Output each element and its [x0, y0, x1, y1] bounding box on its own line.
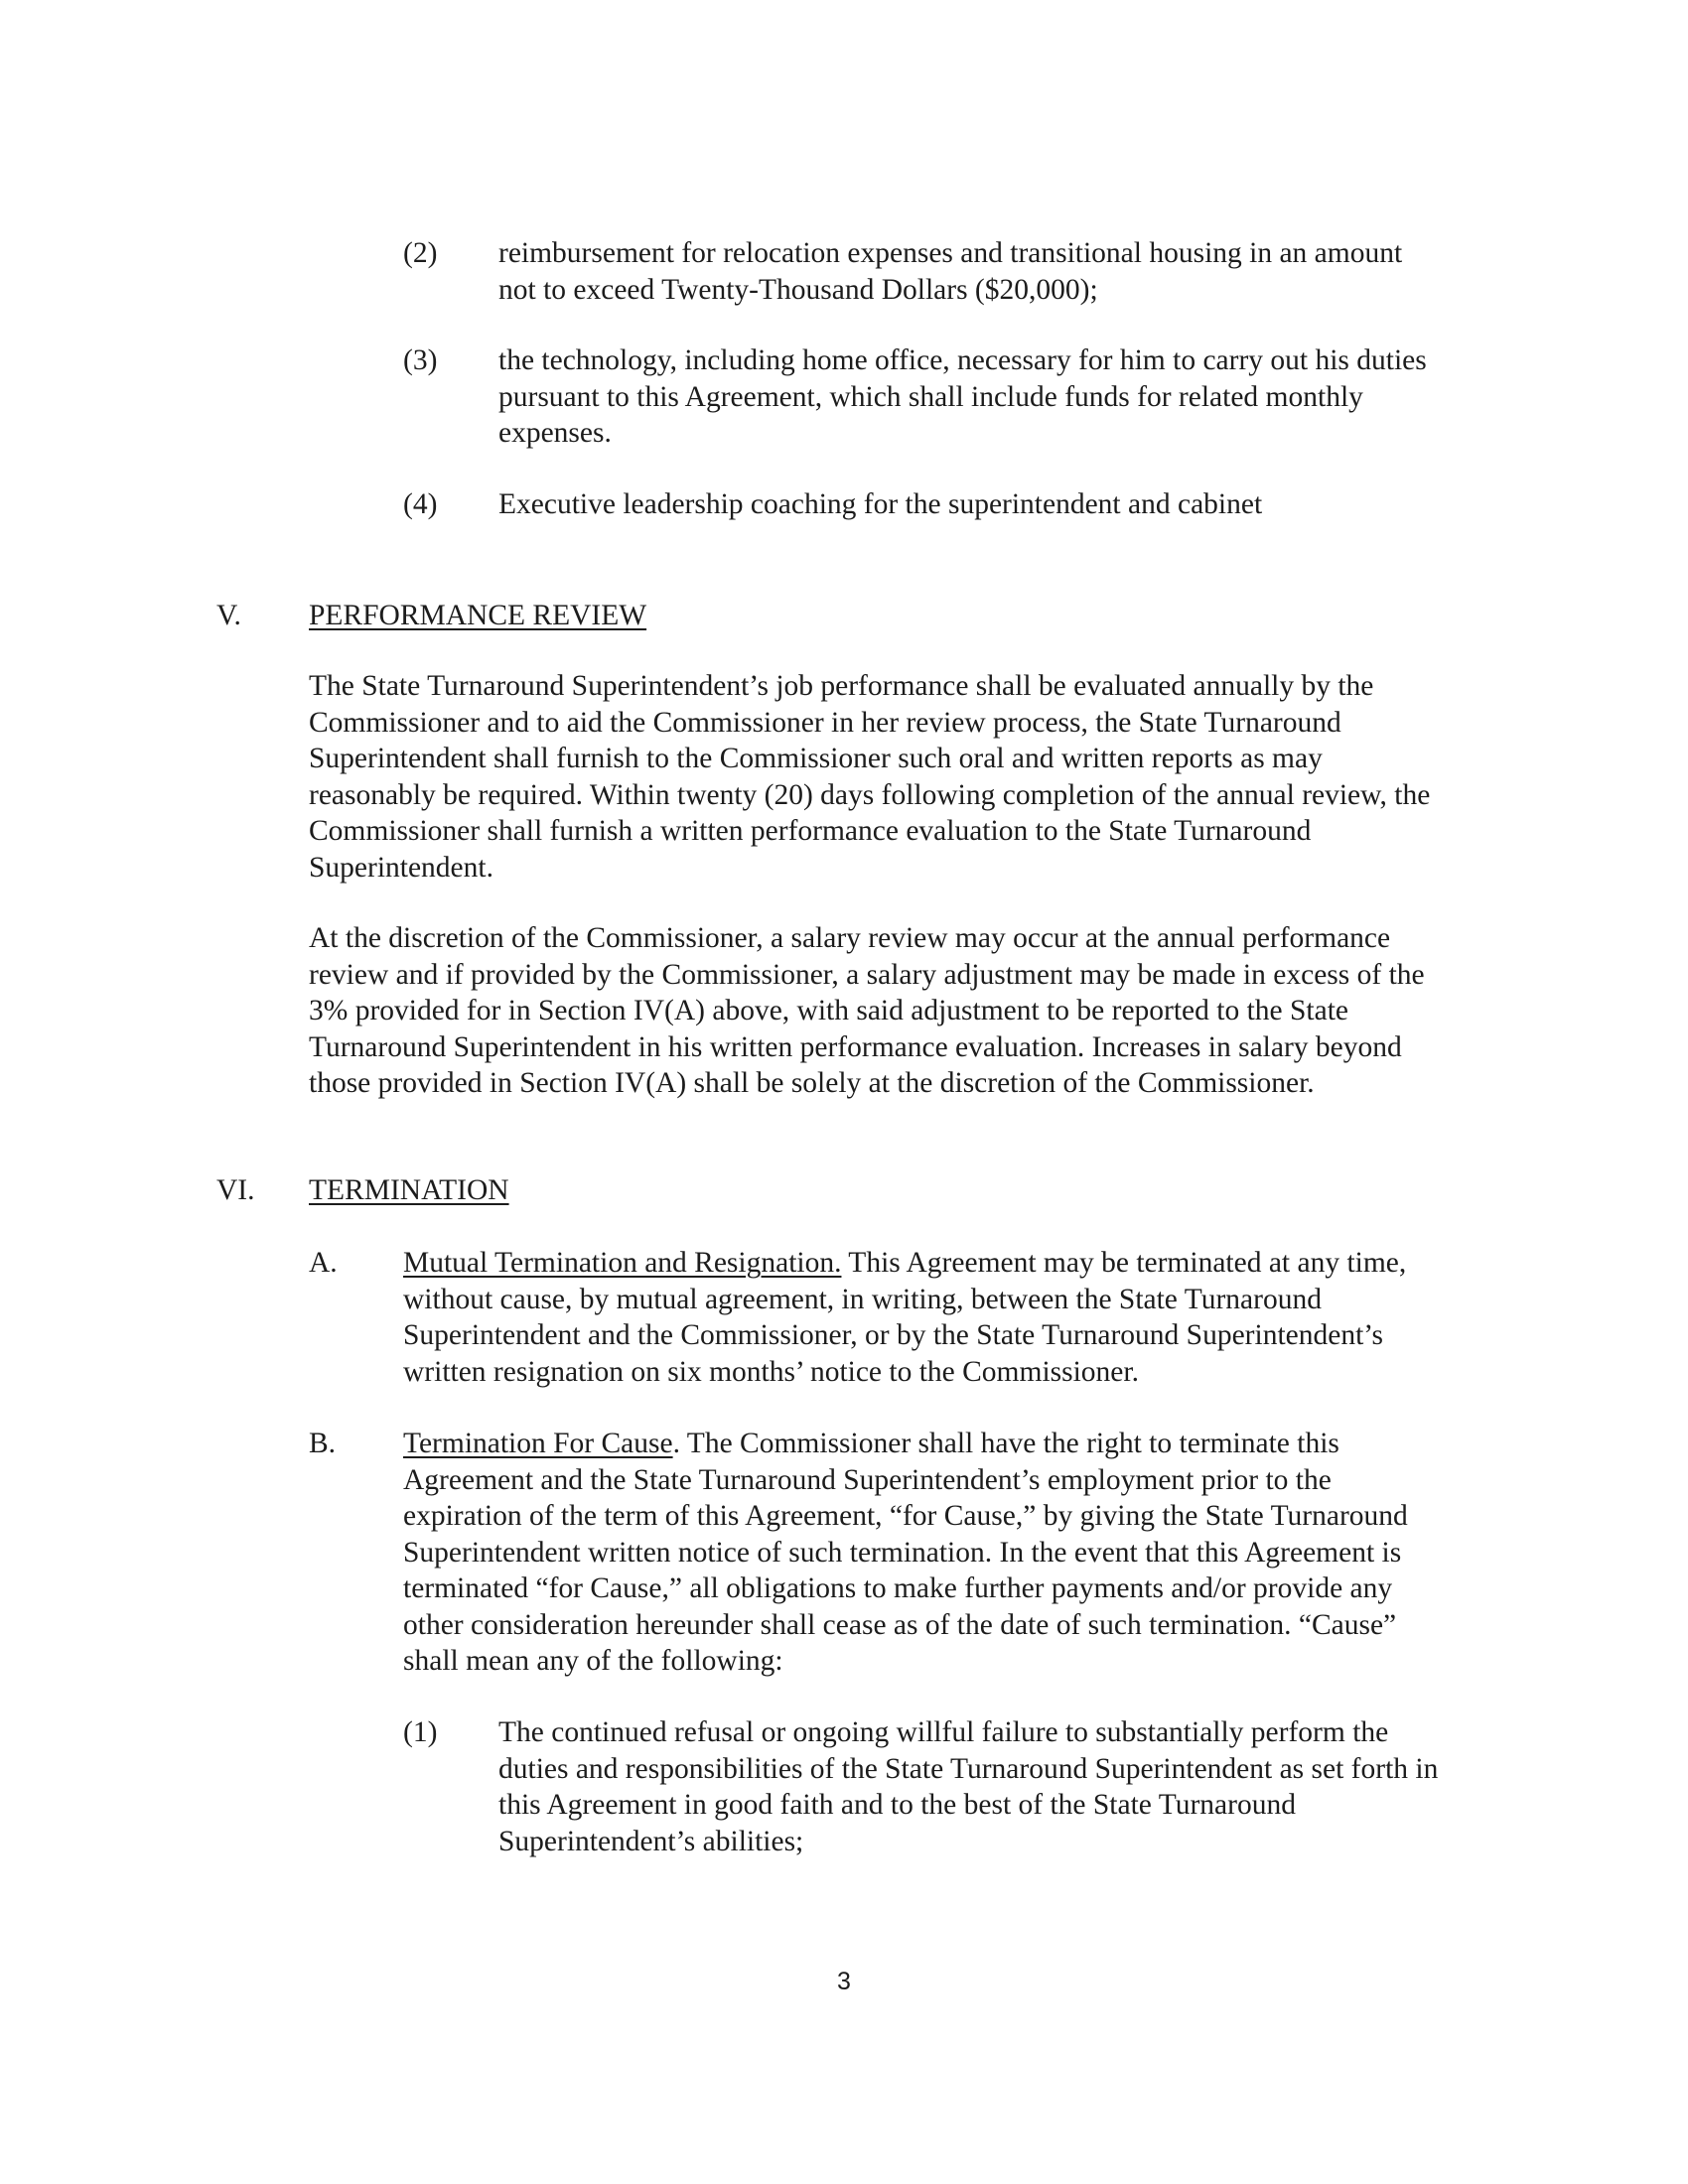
subsection-b-text	[403, 1426, 1442, 1680]
item-number: (3)	[403, 344, 438, 376]
paragraph: At the discretion of the Commissioner, a salary review may occur at the annual performance review and if provided by the Commissioner, a salary adjustment may be made in excess of the 3% provided for in Section IV(A) above, with said adjustment to be reported to the State Turnaround Superintendent in his written performance evaluation. Increases in salary beyond those provided in Section IV(A) shall be solely at the discretion of the Commissioner.	[309, 922, 1425, 1099]
page-number: 3	[837, 1968, 851, 1995]
subsection-b-body: . The Commissioner shall have the right to terminate this Agreement and the State Turnaround Superintendent’s employment prior to the expiration of the term of this Agreement, “for Cause,” by giving the State Turnaround Superintendent written notice of such termination. In the event that this Agreement is terminated “for Cause,” all obligations to make further payments and/or provide any other consideration hereunder shall cease as of the date of such termination. “Cause” shall mean any of the following:	[403, 1428, 1408, 1677]
list-item-text: Executive leadership coaching for the superintendent and cabinet	[498, 488, 1263, 520]
section-heading: PERFORMANCE REVIEW	[309, 600, 647, 631]
section-number: VI.	[216, 1174, 255, 1206]
subsection-a-title: Mutual Termination and Resignation.	[403, 1247, 842, 1279]
subsection-letter: A.	[309, 1247, 338, 1279]
list-item-text: reimbursement for relocation expenses and transitional housing in an amount not to exceed Twenty-Thousand Dollars ($20,000);	[498, 237, 1403, 306]
list-item-text: The continued refusal or ongoing willful failure to substantially perform the duties and responsibilities of the State Turnaround Superintendent as set forth in this Agreement in good faith and to the best of the State Turnaround Superintendent’s abilities;	[498, 1716, 1439, 1857]
section-number: V.	[216, 600, 241, 631]
section-heading: TERMINATION	[309, 1174, 509, 1206]
subsection-b-title: Termination For Cause	[403, 1428, 673, 1459]
item-number: (1)	[403, 1716, 438, 1748]
item-number: (2)	[403, 237, 438, 269]
subsection-a-body: This Agreement may be terminated at any time, without cause, by mutual agreement, in writing, between the State Turnaround Superintendent and the Commissioner, or by the State Turnaround Superintendent’s written resignation on six months’ notice to the Commissioner.	[403, 1247, 1407, 1388]
item-number: (4)	[403, 488, 438, 520]
list-item-text: the technology, including home office, necessary for him to carry out his duties pursuant to this Agreement, which shall include funds for related monthly expenses.	[498, 344, 1427, 449]
subsection-letter: B.	[309, 1428, 337, 1459]
paragraph: The State Turnaround Superintendent’s job performance shall be evaluated annually by the Commissioner and to aid the Commissioner in her review process, the State Turnaround Superintendent shall furnish to the Commissioner such oral and written reports as may reasonably be required. Within twenty (20) days following completion of the annual review, the Commissioner shall furnish a written performance evaluation to the State Turnaround Superintendent.	[309, 670, 1431, 884]
subsection-a-text	[403, 1245, 1442, 1390]
